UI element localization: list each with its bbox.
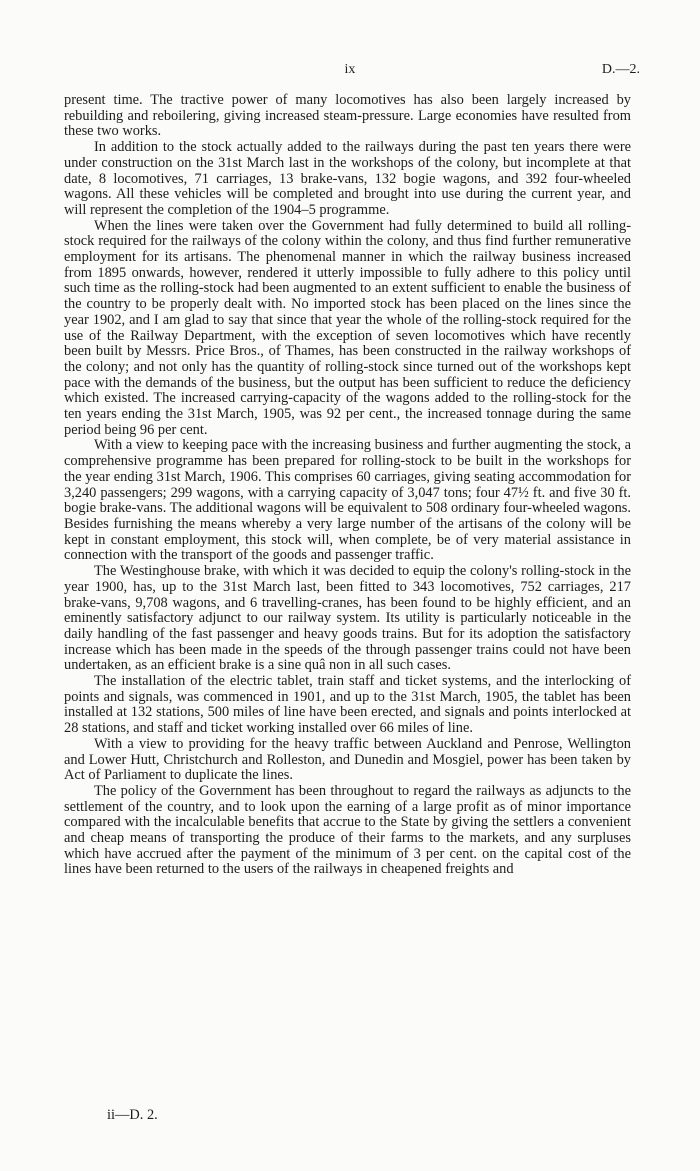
paragraph-continuation: present time. The tractive power of many locomotives has also been largely increased by rebuilding and reboilering, giving increased steam-pressure. Large economies have resulted from these two works. (64, 92, 631, 140)
paragraph-government-policy: The policy of the Government has been throughout to regard the railways as adjuncts to the settlement of the country, and to look upon the earning of a large profit as of minor importance compared with the incalculable benefits that accrue to the State by giving the settlers a convenient and cheap means of transporting the produce of their farms to the markets, and any surpluses which have accrued after the payment of the minimum of 3 per cent. on the capital cost of the lines have been returned to the users of the railways in cheapened freights and (64, 782, 631, 878)
body-text (64, 93, 631, 878)
paragraph-rolling-stock-policy: When the lines were taken over the Government had fully determined to build all rolling-stock required for the railways of the colony within the colony, and thus find further remunerative employment for its artisans. The phenomenal manner in which the railway business increased from 1895 onwards, however, rendered it utterly impossible to fully adhere to this policy until such time as the rolling-stock had been augmented to an extent sufficient to enable the business of the country to be properly dealt with. No imported stock has been placed on the lines since the year 1902, and I am glad to say that since that year the whole of the rolling-stock required for the use of the Railway Department, with the exception of seven locomotives which have recently been built by Messrs. Price Bros., of Thames, has been constructed in the railway workshops of the colony; and not only has the quantity of rolling-stock since turned out of the workshops kept pace with the demands of the business, but the output has been sufficient to reduce the deficiency which existed. The increased carrying-capacity of the wagons added to the rolling-stock for the ten years ending the 31st March, 1905, was 92 per cent., the increased tonnage during the same period being 96 per cent. (64, 217, 631, 438)
paragraph-westinghouse-brake: The Westinghouse brake, with which it was decided to equip the colony's rolling-stock in the year 1900, has, up to the 31st March last, been fitted to 343 locomotives, 752 carriages, 217 brake-vans, 9,708 wagons, and 6 travelling-cranes, has been found to be highly efficient, and an eminently satisfactory adjunct to our railway system. Its utility is particularly noticeable in the daily handling of the fast passenger and heavy goods trains. But for its adoption the satisfactory increase which has been made in the speeds of the through passenger trains could not have been undertaken, as an efficient brake is a sine quâ non in all such cases. (64, 563, 631, 674)
page-number: ix (344, 62, 356, 77)
document-id: D.—2. (601, 62, 640, 77)
paragraph-electric-tablet: The installation of the electric tablet, train staff and ticket systems, and the interlocking of points and signals, was commenced in 1901, and up to the 31st March, 1905, the tablet has been installed at 132 stations, 500 miles of line have been erected, and signals and points interlocked at 28 stations, and staff and ticket working installed over 66 miles of line. (64, 673, 631, 737)
signature-mark: ii—D. 2. (107, 1107, 158, 1123)
paragraph-programme-1906: With a view to keeping pace with the increasing business and further augmenting the stock, a comprehensive programme has been prepared for rolling-stock to be built in the workshops for the year ending 31st March, 1906. This comprises 60 carriages, giving seating accommodation for 3,240 passengers; 299 wagons, with a carrying capacity of 3,047 tons; four 47½ ft. and five 30 ft. bogie brake-vans. The additional wagons will be equivalent to 508 ordinary four-wheeled wagons. Besides furnishing the means whereby a very large number of the artisans of the colony will be kept in constant employment, this stock will, when complete, be of very material assistance in connection with the transport of the goods and passenger traffic. (64, 437, 631, 564)
paragraph-duplicate-lines: With a view to providing for the heavy traffic between Auckland and Penrose, Wellington and Lower Hutt, Christchurch and Rolleston, and Dunedin and Mosgiel, power has been taken by Act of Parliament to duplicate the lines. (64, 735, 631, 784)
page-header (0, 62, 700, 82)
paragraph-stock-under-construction: In addition to the stock actually added to the railways during the past ten years there were under construction on the 31st March last in the workshops of the colony, but incomplete at that date, 8 locomotives, 71 carriages, 13 brake-vans, 132 bogie wagons, and 392 four-wheeled wagons. All these vehicles will be completed and brought into use during the current year, and will represent the completion of the 1904–5 programme. (64, 139, 631, 218)
